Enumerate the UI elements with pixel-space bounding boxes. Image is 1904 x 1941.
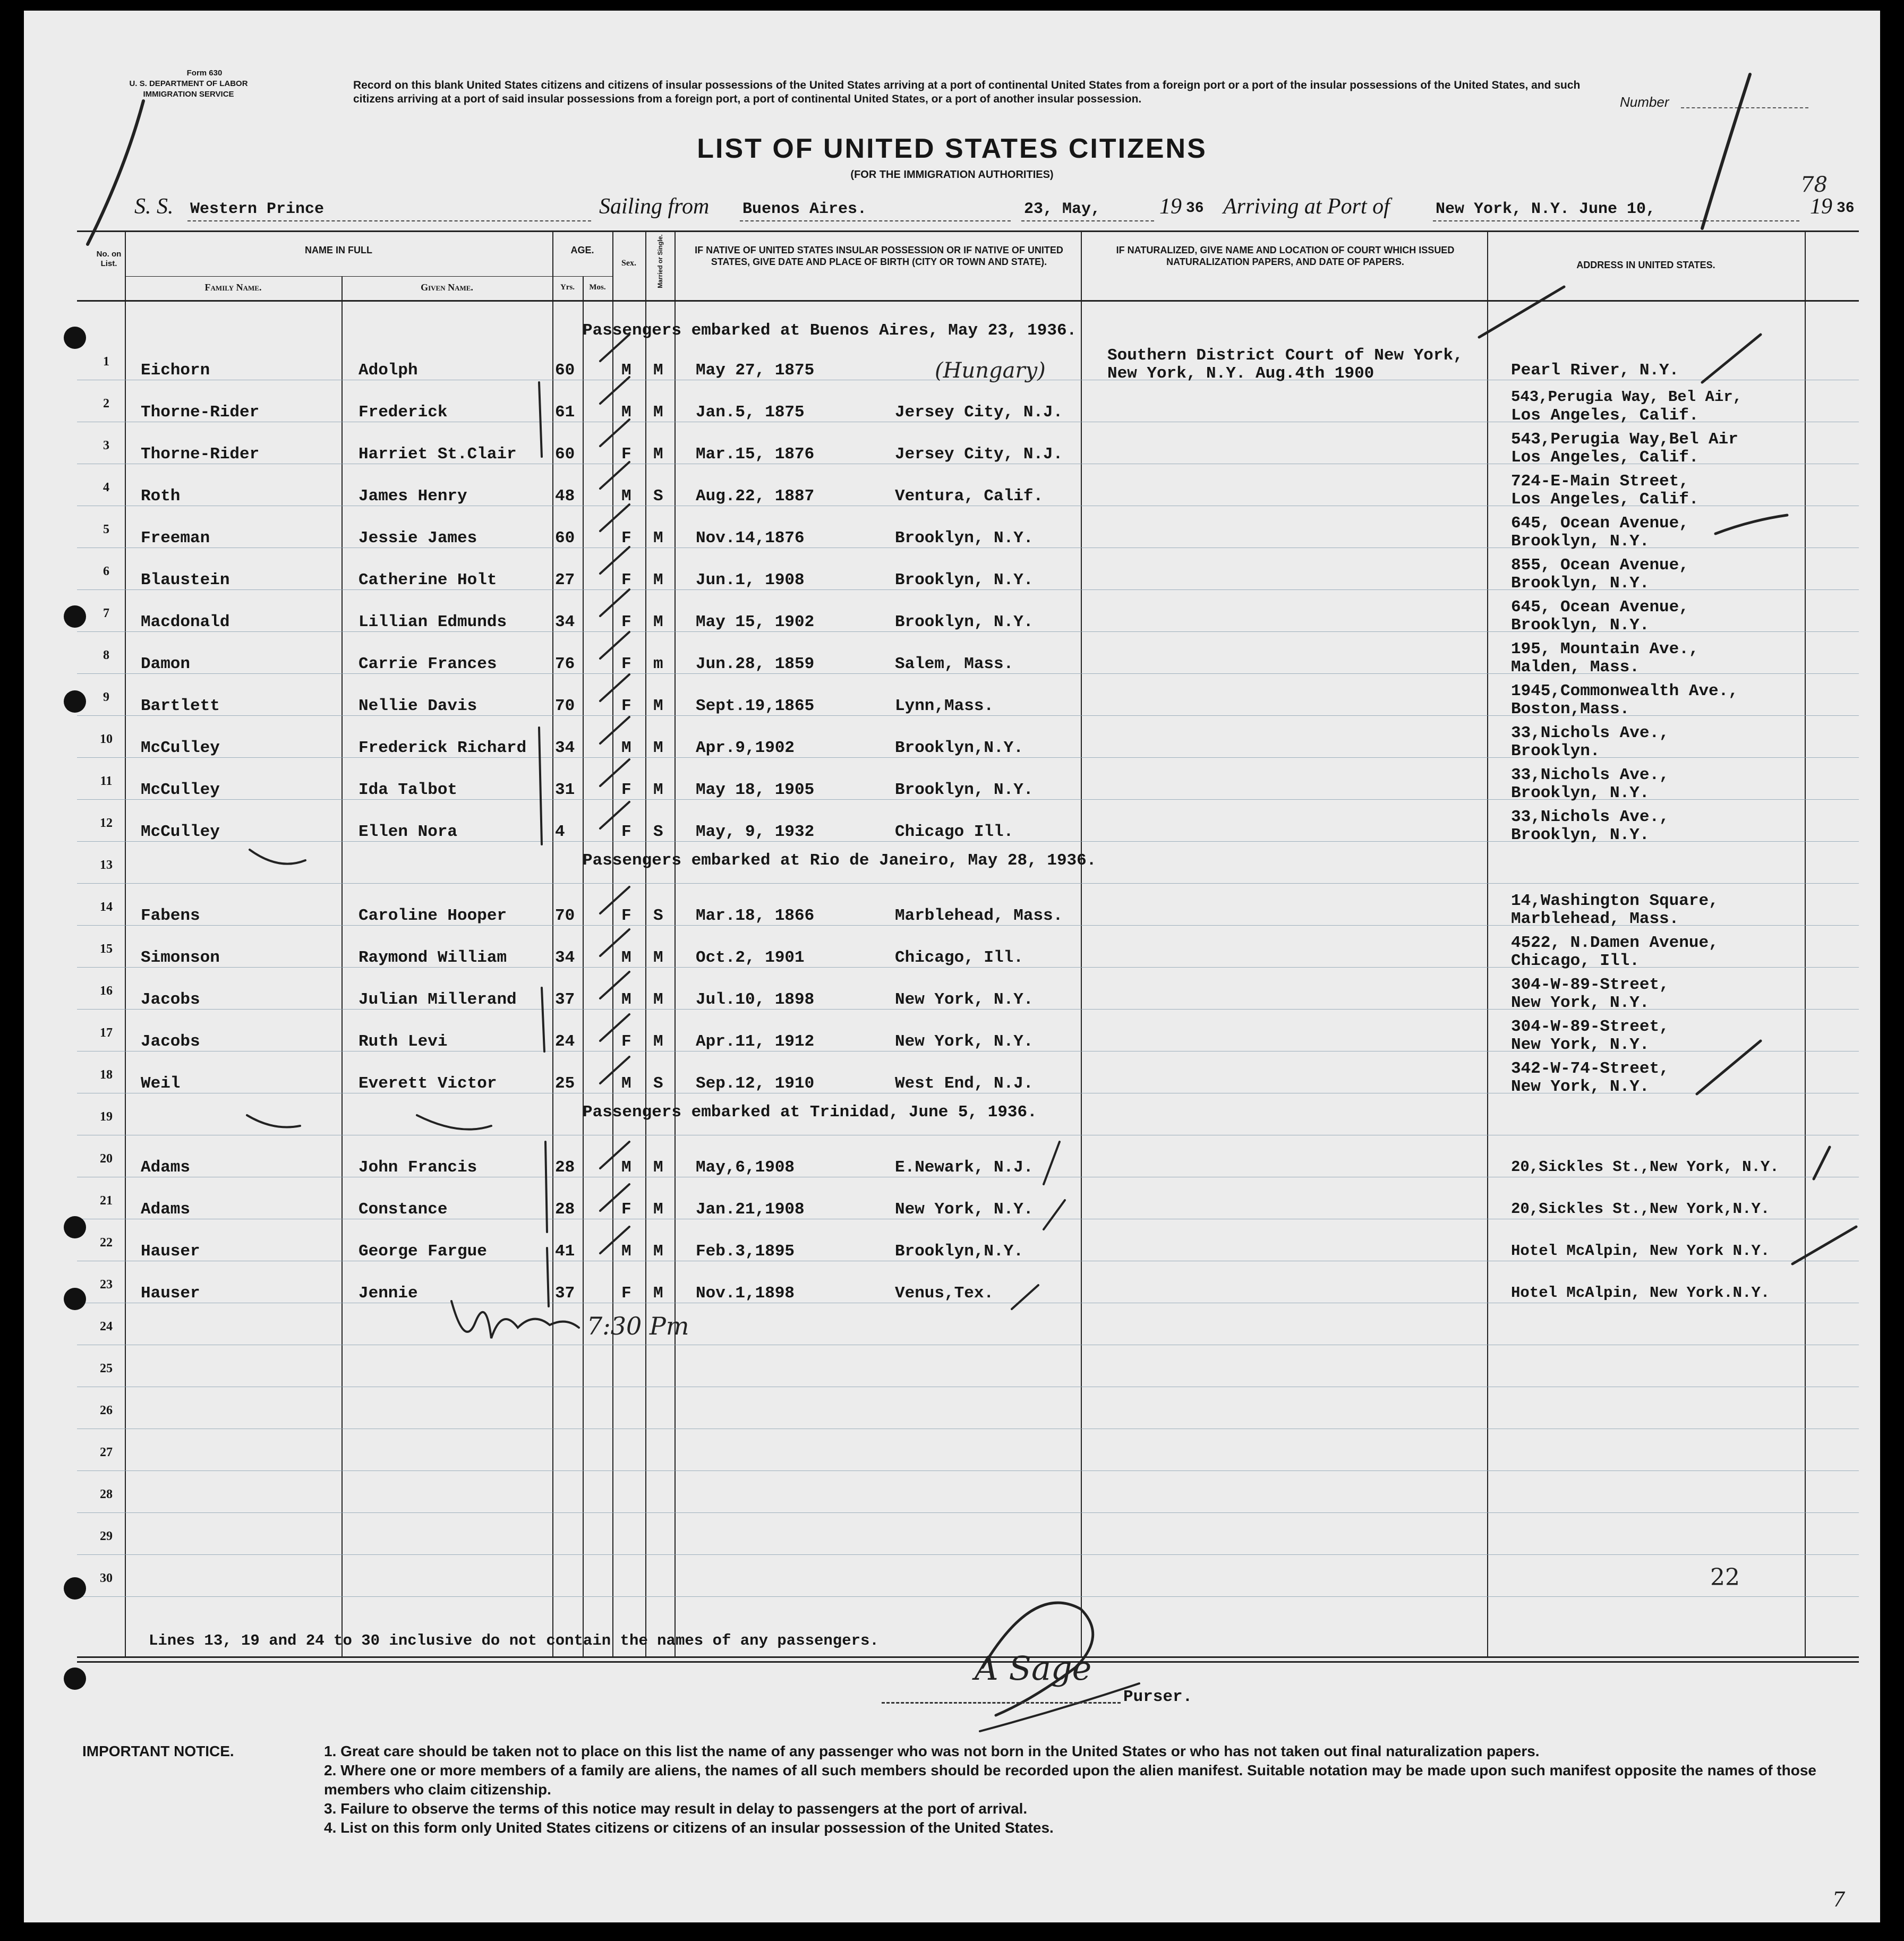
row-number: 27 (100, 1446, 113, 1459)
marital-status: M (653, 697, 663, 715)
address-line-2: Brooklyn, N.Y. (1511, 532, 1650, 551)
sex: M (621, 739, 631, 757)
row-number: 26 (100, 1404, 113, 1417)
notice-item-3: 3. Failure to observe the terms of this notice may result in delay to passengers at the port of arrival. (324, 1800, 1028, 1817)
underline-mark (417, 1115, 491, 1130)
service-name: IMMIGRATION SERVICE (143, 90, 234, 99)
page-subtitle: (FOR THE IMMIGRATION AUTHORITIES) (850, 169, 1054, 181)
family-name: Weil (141, 1074, 181, 1093)
age-years: 28 (555, 1200, 575, 1219)
age-years: 76 (555, 655, 575, 673)
marital-status: M (653, 529, 663, 548)
row-number: 10 (100, 732, 113, 746)
address-line-2: Brooklyn, N.Y. (1511, 616, 1650, 635)
address-line-1: 724-E-Main Street, (1511, 472, 1689, 491)
address-line-1: 33,Nichols Ave., (1511, 808, 1669, 826)
address-line-1: 304-W-89-Street, (1511, 1017, 1669, 1036)
family-name: Freeman (141, 529, 210, 548)
address-line-2: Brooklyn, N.Y. (1511, 826, 1650, 844)
tick-mark (1702, 335, 1761, 382)
address-line-2: New York, N.Y. (1511, 1078, 1650, 1096)
birth-date: Nov.14,1876 (696, 529, 805, 548)
family-name: McCulley (141, 823, 220, 841)
address-line-2: Chicago, Ill. (1511, 952, 1640, 970)
age-years: 34 (555, 613, 575, 631)
address-line-2: New York, N.Y. (1511, 994, 1650, 1012)
sailing-label: Sailing from (599, 194, 710, 219)
sex: M (621, 403, 631, 422)
birth-place: Brooklyn, N.Y. (895, 529, 1034, 548)
row-number: 17 (100, 1026, 113, 1040)
marital-status: M (653, 445, 663, 464)
sex: F (621, 907, 631, 925)
number-label: Number (1620, 94, 1669, 110)
birth-place: Brooklyn, N.Y. (895, 781, 1034, 799)
row-number: 9 (103, 690, 109, 704)
birth-date: Sep.12, 1910 (696, 1074, 815, 1093)
family-name: Simonson (141, 948, 220, 967)
address-line-1: Pearl River, N.Y. (1511, 361, 1679, 380)
sex: F (621, 445, 631, 464)
marital-status: M (653, 1200, 663, 1219)
age-years: 4 (555, 823, 565, 841)
row-number: 21 (100, 1194, 113, 1208)
bracket-mark (547, 1248, 549, 1306)
sex: F (621, 1284, 631, 1303)
bracket-mark (542, 988, 544, 1051)
section-heading: Passengers embarked at Buenos Aires, May 23, 1936. (583, 321, 1077, 340)
purser-label: Purser. (1123, 1688, 1193, 1706)
sex: F (621, 571, 631, 589)
form-instructions: Record on this blank United States citizens and citizens of insular possessions of the United States arriving at a port of continental United States from a foreign port or a port of the insular possessions of the United States, and such citizens arriving at a port of said insular possessions from a foreign port, a port of continental United States, or a port of another insular possession. (353, 79, 1581, 105)
given-name: Harriet St.Clair (358, 445, 517, 464)
birth-date: Feb.3,1895 (696, 1242, 795, 1261)
address-line-2: Boston,Mass. (1511, 700, 1630, 719)
from-port: Buenos Aires. (742, 200, 867, 218)
tick-mark (1697, 1041, 1761, 1094)
address-line-2: Brooklyn, N.Y. (1511, 574, 1650, 593)
sex: F (621, 1200, 631, 1219)
tick-mark (1479, 287, 1564, 337)
row-number: 13 (100, 858, 113, 872)
address-line-1: 14,Washington Square, (1511, 892, 1719, 910)
notice-label: IMPORTANT NOTICE. (82, 1743, 234, 1759)
family-name: Eichorn (141, 361, 210, 380)
birth-place: Ventura, Calif. (895, 487, 1044, 506)
signature-underline (980, 1683, 1139, 1731)
address-line-1: Hotel McAlpin, New York N.Y. (1511, 1242, 1770, 1260)
address-line-2: Brooklyn. (1511, 742, 1600, 760)
sex: M (621, 990, 631, 1009)
sex: M (621, 948, 631, 967)
from-year: 36 (1186, 200, 1204, 217)
header-given-name: Given Name. (421, 282, 473, 293)
sex: M (621, 487, 631, 506)
birth-place: Brooklyn, N.Y. (895, 613, 1034, 631)
tick-mark (1044, 1200, 1065, 1229)
given-name: Ida Talbot (358, 781, 458, 799)
birth-date: May 18, 1905 (696, 781, 815, 799)
page-title: LIST OF UNITED STATES CITIZENS (697, 133, 1207, 164)
row-number: 8 (103, 648, 109, 662)
row-number: 4 (103, 481, 109, 494)
sex: F (621, 613, 631, 631)
birth-date: Aug.22, 1887 (696, 487, 815, 506)
ship-name: Western Prince (190, 200, 325, 218)
family-name: Hauser (141, 1242, 200, 1261)
birth-date: Apr.11, 1912 (696, 1032, 815, 1051)
marital-status: m (653, 655, 663, 673)
family-name: Fabens (141, 907, 200, 925)
header-sex: Sex. (621, 259, 636, 268)
family-name: McCulley (141, 739, 220, 757)
address-line-2: Brooklyn, N.Y. (1511, 784, 1650, 802)
section-heading: Passengers embarked at Trinidad, June 5, 1936. (583, 1103, 1037, 1122)
page-number-top: 78 (1800, 173, 1828, 197)
marital-status: M (653, 403, 663, 422)
given-name: Raymond William (358, 948, 507, 967)
underline-mark (250, 850, 305, 864)
sex: M (621, 1242, 631, 1261)
given-name: Frederick Richard (358, 739, 527, 757)
birth-place: Marblehead, Mass. (895, 907, 1063, 925)
given-name: Everett Victor (358, 1074, 497, 1093)
header-name-in-full: NAME IN FULL (305, 245, 372, 255)
birth-place: Chicago Ill. (895, 823, 1014, 841)
tick-mark (1792, 1227, 1856, 1264)
row-number: 18 (100, 1068, 113, 1082)
hungary-note: (Hungary) (935, 358, 1046, 383)
family-name: Blaustein (141, 571, 230, 589)
marital-status: M (653, 739, 663, 757)
row-number: 29 (100, 1529, 113, 1543)
marital-status: M (653, 361, 663, 380)
ss-label: S. S. (134, 194, 174, 219)
birth-date: Oct.2, 1901 (696, 948, 805, 967)
family-name: Adams (141, 1158, 191, 1177)
address-line-1: 543,Perugia Way, Bel Air, (1511, 388, 1743, 406)
marital-status: M (653, 948, 663, 967)
address-line-2: Marblehead, Mass. (1511, 910, 1679, 928)
given-name: Adolph (358, 361, 418, 380)
department-name: U. S. DEPARTMENT OF LABOR (129, 79, 248, 88)
tick-mark (1814, 1147, 1830, 1179)
row-number: 2 (103, 397, 109, 411)
arrival-port: New York, N.Y. June 10, (1436, 200, 1656, 218)
given-name: George Fargue (358, 1242, 487, 1261)
age-years: 60 (555, 529, 575, 548)
birth-place: Brooklyn, N.Y. (895, 571, 1034, 589)
underline-mark (247, 1115, 300, 1127)
row-number: 24 (100, 1320, 113, 1333)
birth-date: Apr.9,1902 (696, 739, 795, 757)
sex: M (621, 361, 631, 380)
given-name: Ruth Levi (358, 1032, 448, 1051)
given-name: Julian Millerand (358, 990, 517, 1009)
age-years: 48 (555, 487, 575, 506)
birth-place: New York, N.Y. (895, 990, 1034, 1009)
marital-status: S (653, 907, 663, 925)
sex: F (621, 1032, 631, 1051)
age-years: 37 (555, 1284, 575, 1303)
sex: F (621, 823, 631, 841)
notice-item-2: 2. Where one or more members of a family are aliens, the names of all such members should be recorded upon the alien manifest. Suitable notation may be made upon such manifest opposite the names of those members who claim citizenship. (324, 1762, 1816, 1798)
arrival-year-prefix: 19 (1810, 194, 1832, 219)
row-number: 30 (100, 1571, 113, 1585)
bracket-mark (539, 728, 542, 844)
age-years: 27 (555, 571, 575, 589)
address-line-2: Los Angeles, Calif. (1511, 448, 1699, 467)
marital-status: M (653, 571, 663, 589)
address-line-1: 855, Ocean Avenue, (1511, 556, 1689, 575)
address-line-1: 645, Ocean Avenue, (1511, 514, 1689, 533)
given-name: Ellen Nora (358, 823, 458, 841)
birth-date: May, 9, 1932 (696, 823, 815, 841)
birth-date: Jun.28, 1859 (696, 655, 815, 673)
row-number: 23 (100, 1278, 113, 1292)
row-number: 22 (100, 1236, 113, 1250)
address-line-1: 645, Ocean Avenue, (1511, 598, 1689, 617)
marital-status: S (653, 1074, 663, 1093)
bracket-mark (545, 1142, 547, 1232)
given-name: Jennie (358, 1284, 418, 1303)
marital-status: M (653, 1242, 663, 1261)
row-number: 15 (100, 942, 113, 956)
time-note: 7:30 Pm (587, 1312, 689, 1340)
from-day: 23, May, (1024, 200, 1101, 218)
marital-status: M (653, 1284, 663, 1303)
blank-lines-note: Lines 13, 19 and 24 to 30 inclusive do not contain the names of any passengers. (149, 1632, 879, 1649)
given-name: Lillian Edmunds (358, 613, 507, 631)
given-name: Catherine Holt (358, 571, 497, 589)
row-number: 19 (100, 1110, 113, 1124)
birth-date: Jun.1, 1908 (696, 571, 805, 589)
birth-date: Mar.18, 1866 (696, 907, 815, 925)
birth-place: E.Newark, N.J. (895, 1158, 1034, 1177)
birth-date: Jan.21,1908 (696, 1200, 805, 1219)
section-heading: Passengers embarked at Rio de Janeiro, May 28, 1936. (583, 851, 1097, 870)
form-number: Form 630 (186, 69, 223, 78)
sex: F (621, 697, 631, 715)
page-number-22: 22 (1710, 1564, 1740, 1591)
purser-signature: A Sage (975, 1649, 1092, 1688)
address-line-1: 20,Sickles St.,New York,N.Y. (1511, 1200, 1770, 1218)
family-name: Jacobs (141, 990, 200, 1009)
birth-date: Mar.15, 1876 (696, 445, 815, 464)
scrawl (451, 1301, 579, 1338)
header-married-single: Married or Single. (656, 234, 664, 288)
address-line-1: 1945,Commonwealth Ave., (1511, 682, 1738, 700)
address-line-1: 33,Nichols Ave., (1511, 724, 1669, 742)
header-mos: Mos. (589, 283, 606, 292)
header-birth: IF NATIVE OF UNITED STATES INSULAR POSSESSION OR IF NATIVE OF UNITED STATES, GIVE DATE AND PLACE OF BIRTH (CITY OR TOWN AND STATE). (695, 245, 1063, 267)
birth-place: Brooklyn,N.Y. (895, 1242, 1023, 1261)
family-name: Macdonald (141, 613, 230, 631)
birth-place: Jersey City, N.J. (895, 403, 1063, 422)
birth-place: Brooklyn,N.Y. (895, 739, 1023, 757)
header-age: AGE. (570, 245, 594, 255)
family-name: Thorne-Rider (141, 445, 260, 464)
birth-date: May,6,1908 (696, 1158, 795, 1177)
birth-place: New York, N.Y. (895, 1032, 1034, 1051)
address-line-1: 342-W-74-Street, (1511, 1059, 1669, 1078)
birth-place: Salem, Mass. (895, 655, 1014, 673)
pen-stroke-top-left (88, 101, 143, 244)
address-line-1: 195, Mountain Ave., (1511, 640, 1699, 659)
given-name: Frederick (358, 403, 448, 422)
tick-mark (1715, 515, 1787, 534)
given-name: John Francis (358, 1158, 477, 1177)
header-yrs: Yrs. (560, 283, 575, 292)
check-column-marks (600, 335, 629, 1253)
notice-item-4: 4. List on this form only United States citizens or citizens of an insular possession of the United States. (324, 1819, 1054, 1836)
family-name: Bartlett (141, 697, 220, 715)
row-number: 3 (103, 439, 109, 452)
row-number: 1 (103, 355, 109, 369)
marital-status: M (653, 1032, 663, 1051)
birth-date: May 27, 1875 (696, 361, 815, 380)
naturalization-court: Southern District Court of New York, (1107, 346, 1463, 365)
age-years: 28 (555, 1158, 575, 1177)
address-line-2: Malden, Mass. (1511, 658, 1640, 677)
family-name: Jacobs (141, 1032, 200, 1051)
given-name: Carrie Frances (358, 655, 497, 673)
age-years: 70 (555, 907, 575, 925)
sex: M (621, 1074, 631, 1093)
tick-mark (1044, 1142, 1060, 1184)
given-name: Nellie Davis (358, 697, 477, 715)
age-years: 25 (555, 1074, 575, 1093)
birth-date: May 15, 1902 (696, 613, 815, 631)
age-years: 70 (555, 697, 575, 715)
row-number: 5 (103, 523, 109, 536)
sex: F (621, 529, 631, 548)
address-line-2: Los Angeles, Calif. (1511, 490, 1699, 509)
address-line-1: 20,Sickles St.,New York, N.Y. (1511, 1158, 1779, 1176)
family-name: Thorne-Rider (141, 403, 260, 422)
birth-place: New York, N.Y. (895, 1200, 1034, 1219)
corner-mark: 7 (1832, 1888, 1846, 1911)
given-name: James Henry (358, 487, 467, 506)
age-years: 34 (555, 948, 575, 967)
birth-place: Lynn,Mass. (895, 697, 994, 715)
row-number: 25 (100, 1362, 113, 1375)
birth-date: Sept.19,1865 (696, 697, 815, 715)
sex: F (621, 655, 631, 673)
header-family-name: Family Name. (204, 282, 262, 293)
address-line-2: New York, N.Y. (1511, 1036, 1650, 1054)
arrival-year: 36 (1837, 200, 1855, 217)
age-years: 60 (555, 361, 575, 380)
pen-stroke-top-right (1702, 74, 1750, 228)
birth-place: Jersey City, N.J. (895, 445, 1063, 464)
address-line-1: 304-W-89-Street, (1511, 976, 1669, 994)
birth-place: Chicago, Ill. (895, 948, 1023, 967)
given-name: Jessie James (358, 529, 477, 548)
marital-status: M (653, 613, 663, 631)
family-name: McCulley (141, 781, 220, 799)
row-number: 20 (100, 1152, 113, 1166)
marital-status: S (653, 487, 663, 506)
row-number: 16 (100, 984, 113, 998)
address-line-1: 33,Nichols Ave., (1511, 766, 1669, 784)
age-years: 34 (555, 739, 575, 757)
age-years: 41 (555, 1242, 575, 1261)
header-naturalized: IF NATURALIZED, GIVE NAME AND LOCATION OF COURT WHICH ISSUED NATURALIZATION PAPERS, AND DATE OF PAPERS. (1116, 245, 1455, 267)
sex: M (621, 1158, 631, 1177)
manifest-sheet (24, 11, 1880, 1922)
marital-status: M (653, 990, 663, 1009)
row-number: 11 (100, 774, 113, 788)
age-years: 31 (555, 781, 575, 799)
age-years: 61 (555, 403, 575, 422)
year-prefix: 19 (1159, 194, 1182, 219)
sex: F (621, 781, 631, 799)
address-line-1: 4522, N.Damen Avenue, (1511, 934, 1719, 952)
row-number: 28 (100, 1487, 113, 1501)
marital-status: S (653, 823, 663, 841)
row-number: 12 (100, 816, 113, 830)
marital-status: M (653, 781, 663, 799)
tick-mark (1012, 1285, 1038, 1309)
birth-place: West End, N.J. (895, 1074, 1034, 1093)
bracket-mark (539, 382, 542, 457)
given-name: Constance (358, 1200, 448, 1219)
notice-item-1: 1. Great care should be taken not to place on this list the name of any passenger who was not born in the United States or who has not taken out final naturalization papers. (324, 1743, 1540, 1759)
birth-date: Nov.1,1898 (696, 1284, 795, 1303)
age-years: 24 (555, 1032, 575, 1051)
family-name: Adams (141, 1200, 191, 1219)
birth-date: Jul.10, 1898 (696, 990, 815, 1009)
age-years: 60 (555, 445, 575, 464)
birth-place: Venus,Tex. (895, 1284, 994, 1303)
row-number: 14 (100, 900, 113, 914)
address-line-1: Hotel McAlpin, New York.N.Y. (1511, 1284, 1770, 1302)
row-number: 6 (103, 565, 109, 578)
arriving-label: Arriving at Port of (1223, 194, 1390, 219)
family-name: Damon (141, 655, 191, 673)
address-line-1: 543,Perugia Way,Bel Air (1511, 430, 1738, 449)
address-line-2: Los Angeles, Calif. (1511, 406, 1699, 425)
family-name: Roth (141, 487, 181, 506)
marital-status: M (653, 1158, 663, 1177)
family-name: Hauser (141, 1284, 200, 1303)
age-years: 37 (555, 990, 575, 1009)
given-name: Caroline Hooper (358, 907, 507, 925)
naturalization-date: New York, N.Y. Aug.4th 1900 (1107, 364, 1374, 383)
header-address: ADDRESS IN UNITED STATES. (1576, 260, 1715, 270)
header-no-on-list: No. on List. (96, 250, 122, 268)
birth-date: Jan.5, 1875 (696, 403, 805, 422)
row-number: 7 (103, 606, 109, 620)
